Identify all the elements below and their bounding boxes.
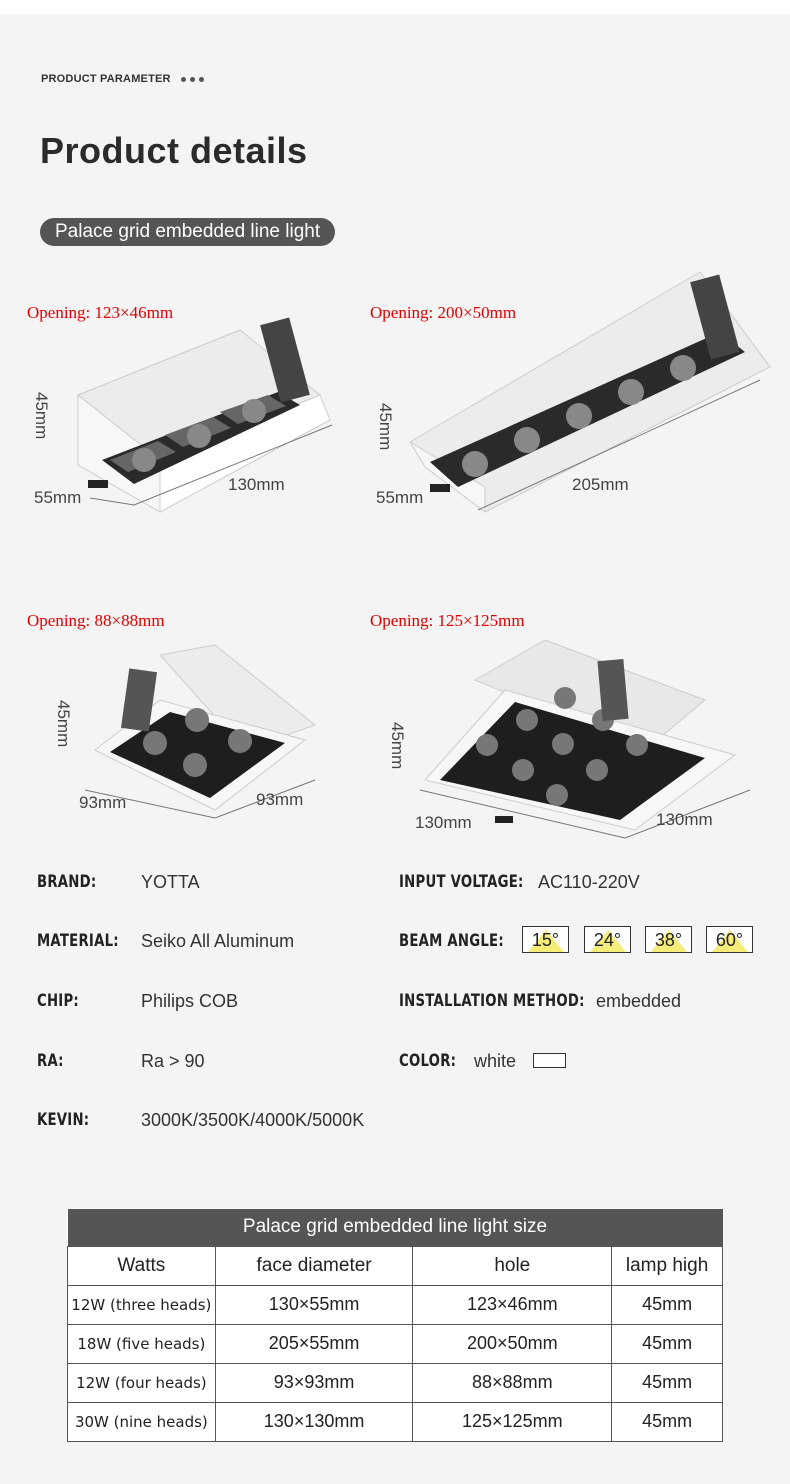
spec-value-installation: embedded bbox=[596, 991, 682, 1011]
spec-label-beam-angle: BEAM ANGLE: bbox=[399, 931, 504, 951]
spec-label-installation: INSTALLATION METHOD: bbox=[399, 991, 585, 1011]
table-cell: 12W (four heads) bbox=[68, 1363, 216, 1402]
beam-angle-option-15: 15° bbox=[522, 926, 569, 953]
table-cell: 125×125mm bbox=[413, 1402, 612, 1441]
spec-value-input-voltage: AC110-220V bbox=[538, 872, 640, 892]
table-row bbox=[68, 1363, 723, 1402]
dim-height-1: 45mm bbox=[32, 392, 51, 440]
table-cell: 45mm bbox=[612, 1402, 723, 1441]
table-header-row bbox=[68, 1246, 723, 1285]
beam-angle-option-60: 60° bbox=[706, 926, 753, 953]
section-eyebrow: PRODUCT PARAMETER bbox=[41, 73, 171, 85]
spec-label-ra: RA: bbox=[37, 1051, 64, 1071]
table-cell: 45mm bbox=[612, 1285, 723, 1324]
dim-depth-2: 55mm bbox=[376, 488, 424, 507]
table-cell: 45mm bbox=[612, 1324, 723, 1363]
dim-length-2: 205mm bbox=[572, 475, 629, 494]
table-header-cell: hole bbox=[413, 1246, 612, 1285]
table-cell: 12W (three heads) bbox=[68, 1285, 216, 1324]
table-cell: 30W (nine heads) bbox=[68, 1402, 216, 1441]
dim-height-4: 45mm bbox=[388, 722, 407, 770]
table-cell: 205×55mm bbox=[215, 1324, 413, 1363]
dim-length-4: 130mm bbox=[656, 810, 713, 829]
table-row bbox=[68, 1324, 723, 1363]
page-title: Product details bbox=[40, 130, 308, 171]
size-table bbox=[67, 1209, 723, 1442]
spec-label-material: MATERIAL: bbox=[37, 931, 119, 951]
opening-label-3: Opening: 88×88mm bbox=[27, 611, 165, 630]
spec-label-color: COLOR: bbox=[399, 1051, 457, 1071]
dim-height-3: 45mm bbox=[54, 700, 73, 748]
opening-label-2: Opening: 200×50mm bbox=[370, 303, 517, 322]
spec-value-kevin: 3000K/3500K/4000K/5000K bbox=[141, 1110, 365, 1130]
table-cell: 88×88mm bbox=[413, 1363, 612, 1402]
spec-value-brand: YOTTA bbox=[141, 872, 200, 892]
table-cell: 130×55mm bbox=[215, 1285, 413, 1324]
product-name-pill: Palace grid embedded line light bbox=[40, 218, 335, 246]
table-cell: 123×46mm bbox=[413, 1285, 612, 1324]
table-row bbox=[68, 1285, 723, 1324]
size-table-caption: Palace grid embedded line light size bbox=[68, 1209, 723, 1246]
top-strip bbox=[0, 0, 790, 14]
spec-value-ra: Ra > 90 bbox=[141, 1051, 205, 1071]
spec-label-brand: BRAND: bbox=[37, 872, 97, 892]
dim-length-3: 93mm bbox=[256, 790, 304, 809]
beam-angle-option-38: 38° bbox=[645, 926, 692, 953]
table-cell: 93×93mm bbox=[215, 1363, 413, 1402]
dim-height-2: 45mm bbox=[376, 403, 395, 451]
opening-label-4: Opening: 125×125mm bbox=[370, 611, 525, 630]
table-header-cell: lamp high bbox=[612, 1246, 723, 1285]
spec-label-chip: CHIP: bbox=[37, 991, 79, 1011]
table-row bbox=[68, 1402, 723, 1441]
table-header-cell: face diameter bbox=[215, 1246, 413, 1285]
beam-angle-option-24: 24° bbox=[584, 926, 631, 953]
table-cell: 200×50mm bbox=[413, 1324, 612, 1363]
opening-label-1: Opening: 123×46mm bbox=[27, 303, 174, 322]
spec-value-material: Seiko All Aluminum bbox=[141, 931, 295, 951]
table-cell: 130×130mm bbox=[215, 1402, 413, 1441]
product-image-three-heads bbox=[60, 300, 360, 515]
dim-depth-3: 93mm bbox=[79, 793, 127, 812]
white-color-swatch bbox=[533, 1053, 566, 1068]
spec-label-kevin: KEVIN: bbox=[37, 1110, 90, 1130]
table-cell: 18W (five heads) bbox=[68, 1324, 216, 1363]
spec-value-color: white bbox=[474, 1051, 517, 1071]
dim-depth-1: 55mm bbox=[34, 488, 82, 507]
table-header-cell: Watts bbox=[68, 1246, 216, 1285]
dim-depth-4: 130mm bbox=[415, 813, 472, 832]
spec-value-chip: Philips COB bbox=[141, 991, 239, 1011]
dim-length-1: 130mm bbox=[228, 475, 285, 494]
table-cell: 45mm bbox=[612, 1363, 723, 1402]
spec-label-input-voltage: INPUT VOLTAGE: bbox=[399, 872, 524, 892]
ellipsis-icon bbox=[181, 77, 204, 82]
